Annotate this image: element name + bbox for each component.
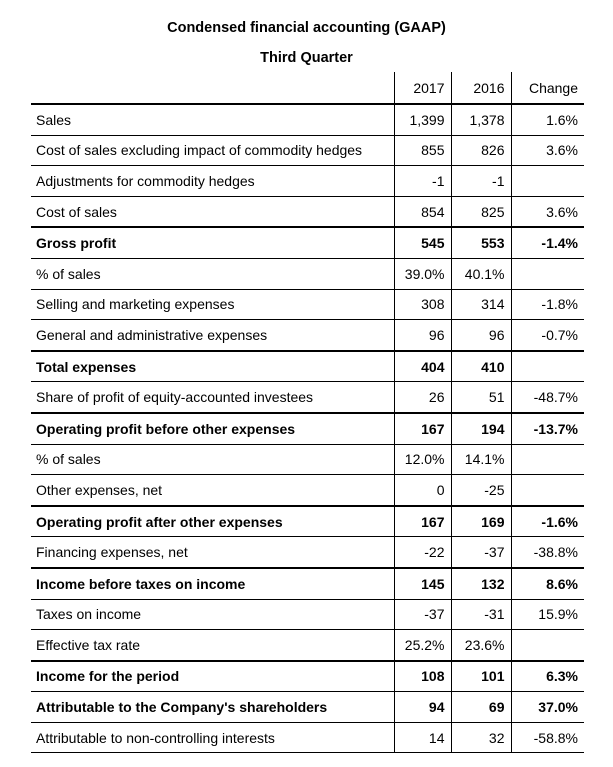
value-2017: 855 <box>394 135 451 166</box>
document-title: Condensed financial accounting (GAAP) <box>167 20 446 36</box>
value-2017: 108 <box>394 661 451 692</box>
financial-table <box>31 72 584 753</box>
value-2016: -31 <box>451 599 511 630</box>
table-row <box>31 351 584 382</box>
value-change: 3.6% <box>511 135 584 166</box>
value-change: 37.0% <box>511 692 584 723</box>
column-header-change: Change <box>511 72 584 104</box>
row-label: % of sales <box>31 444 394 475</box>
value-2016: 14.1% <box>451 444 511 475</box>
row-label: Sales <box>31 104 394 135</box>
value-2016: 69 <box>451 692 511 723</box>
row-label: % of sales <box>31 258 394 289</box>
value-2016: 825 <box>451 196 511 227</box>
value-2017: 25.2% <box>394 630 451 661</box>
row-label: Effective tax rate <box>31 630 394 661</box>
value-2016: -37 <box>451 537 511 568</box>
value-2017: 96 <box>394 320 451 351</box>
value-2016: 32 <box>451 722 511 753</box>
value-2016: 314 <box>451 289 511 320</box>
column-header-2016: 2016 <box>451 72 511 104</box>
row-label: Operating profit before other expenses <box>31 413 394 444</box>
row-label: Other expenses, net <box>31 475 394 506</box>
value-2016: 194 <box>451 413 511 444</box>
value-2017: 1,399 <box>394 104 451 135</box>
value-2016: -25 <box>451 475 511 506</box>
value-2017: -1 <box>394 166 451 197</box>
value-change: 1.6% <box>511 104 584 135</box>
table-row <box>31 104 584 135</box>
value-change: 6.3% <box>511 661 584 692</box>
value-change: -13.7% <box>511 413 584 444</box>
row-label: Taxes on income <box>31 599 394 630</box>
value-2016: 132 <box>451 568 511 599</box>
value-2017: 14 <box>394 722 451 753</box>
value-2017: 26 <box>394 382 451 413</box>
value-change: -58.8% <box>511 722 584 753</box>
value-2017: 308 <box>394 289 451 320</box>
value-2017: 0 <box>394 475 451 506</box>
value-change <box>511 475 584 506</box>
document-subtitle: Third Quarter <box>260 50 353 66</box>
table-row <box>31 289 584 320</box>
row-label: Income before taxes on income <box>31 568 394 599</box>
value-2016: 40.1% <box>451 258 511 289</box>
table-row <box>31 537 584 568</box>
value-2016: 101 <box>451 661 511 692</box>
table-row <box>31 475 584 506</box>
value-2017: 167 <box>394 506 451 537</box>
value-2016: 553 <box>451 227 511 258</box>
table-row <box>31 444 584 475</box>
row-label: Operating profit after other expenses <box>31 506 394 537</box>
value-2016: 410 <box>451 351 511 382</box>
row-label: Attributable to the Company's shareholders <box>31 692 394 723</box>
value-2016: 1,378 <box>451 104 511 135</box>
value-change: -1.6% <box>511 506 584 537</box>
row-label: Cost of sales <box>31 196 394 227</box>
table-row <box>31 661 584 692</box>
row-label: Adjustments for commodity hedges <box>31 166 394 197</box>
row-label: Selling and marketing expenses <box>31 289 394 320</box>
row-label: Share of profit of equity-accounted investees <box>31 382 394 413</box>
value-2016: 826 <box>451 135 511 166</box>
value-2016: 51 <box>451 382 511 413</box>
value-change: -0.7% <box>511 320 584 351</box>
value-change: -1.8% <box>511 289 584 320</box>
value-2017: 404 <box>394 351 451 382</box>
table-row <box>31 258 584 289</box>
header-blank-cell <box>31 72 394 104</box>
row-label: Cost of sales excluding impact of commodity hedges <box>31 135 394 166</box>
value-2016: 96 <box>451 320 511 351</box>
table-row <box>31 227 584 258</box>
table-body <box>31 104 584 753</box>
value-change <box>511 351 584 382</box>
value-change: 3.6% <box>511 196 584 227</box>
table-row <box>31 722 584 753</box>
table-row <box>31 135 584 166</box>
table-row <box>31 382 584 413</box>
value-2017: 545 <box>394 227 451 258</box>
table-row <box>31 630 584 661</box>
value-2016: 23.6% <box>451 630 511 661</box>
value-2017: 854 <box>394 196 451 227</box>
value-change: -38.8% <box>511 537 584 568</box>
table-row <box>31 166 584 197</box>
value-change: 15.9% <box>511 599 584 630</box>
value-change: -1.4% <box>511 227 584 258</box>
row-label: Total expenses <box>31 351 394 382</box>
table-row <box>31 320 584 351</box>
table-row <box>31 196 584 227</box>
value-change: -48.7% <box>511 382 584 413</box>
value-2017: -22 <box>394 537 451 568</box>
column-header-2017: 2017 <box>394 72 451 104</box>
value-change <box>511 166 584 197</box>
row-label: General and administrative expenses <box>31 320 394 351</box>
value-2017: 39.0% <box>394 258 451 289</box>
value-change <box>511 444 584 475</box>
value-2016: 169 <box>451 506 511 537</box>
table-row <box>31 568 584 599</box>
table-row <box>31 506 584 537</box>
value-change <box>511 258 584 289</box>
table-row <box>31 599 584 630</box>
table-row <box>31 413 584 444</box>
row-label: Gross profit <box>31 227 394 258</box>
value-2017: 145 <box>394 568 451 599</box>
table-header-row <box>31 72 584 104</box>
row-label: Attributable to non-controlling interests <box>31 722 394 753</box>
table-row <box>31 692 584 723</box>
value-2017: 167 <box>394 413 451 444</box>
value-change <box>511 630 584 661</box>
value-change: 8.6% <box>511 568 584 599</box>
value-2017: 12.0% <box>394 444 451 475</box>
row-label: Income for the period <box>31 661 394 692</box>
row-label: Financing expenses, net <box>31 537 394 568</box>
value-2017: 94 <box>394 692 451 723</box>
value-2017: -37 <box>394 599 451 630</box>
value-2016: -1 <box>451 166 511 197</box>
